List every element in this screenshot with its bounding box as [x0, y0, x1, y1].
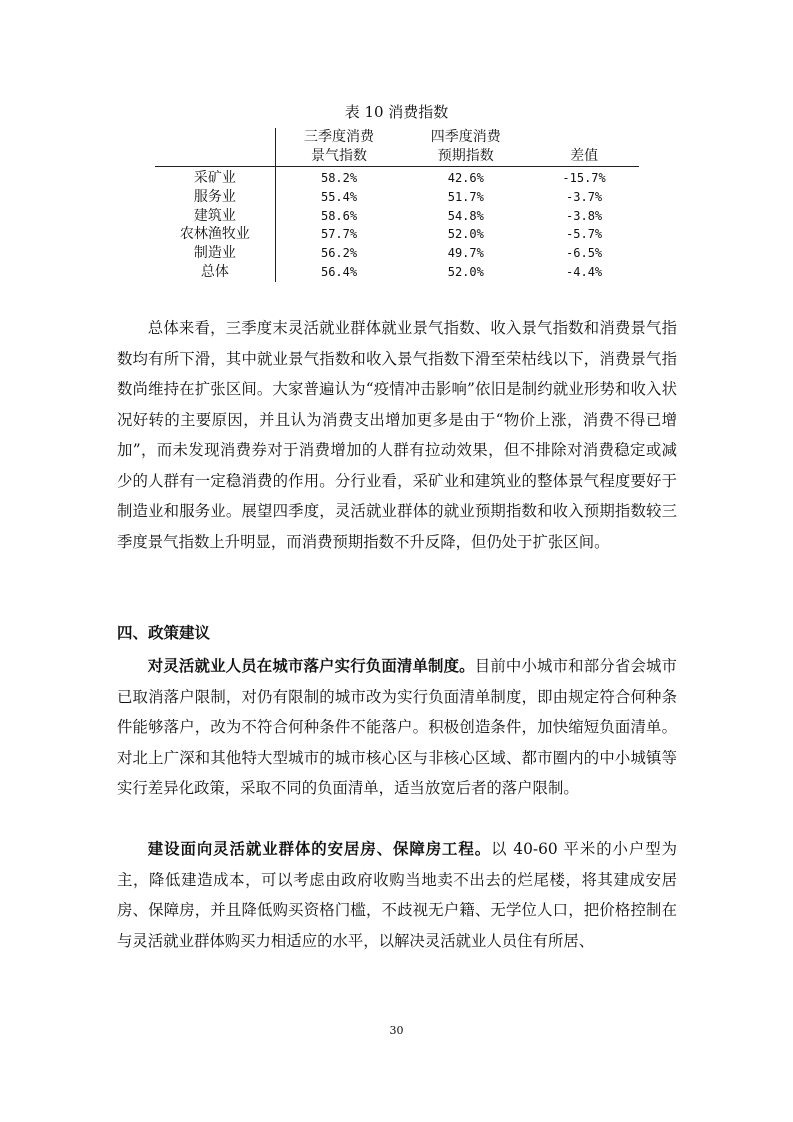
row-sector: 采矿业 [155, 167, 275, 188]
row-diff-value: -4.4% [566, 264, 603, 279]
table-caption: 表 10 消费指数 [344, 103, 449, 121]
table-row [155, 207, 639, 226]
header-sector [155, 128, 275, 167]
policy-paragraph-housing [117, 834, 677, 956]
header-q4-expectation-index [402, 128, 529, 167]
policy-lead-household-registration: 对灵活就业人员在城市落户实行负面清单制度。 [147, 657, 475, 675]
header-q4-line1: 四季度消费 [430, 129, 501, 145]
row-q3-value: 57.7% [320, 227, 358, 242]
header-q4-line2: 预期指数 [437, 148, 494, 164]
row-q4-value: 52.0% [447, 264, 484, 279]
row-q3-value: 58.2% [320, 171, 358, 185]
row-q3-value: 55.4% [320, 189, 358, 204]
table-row [155, 263, 639, 282]
row-q3-value: 56.2% [320, 246, 358, 261]
row-q3-value: 58.6% [320, 208, 358, 223]
row-sector: 制造业 [155, 244, 275, 263]
row-q4-value: 54.8% [447, 208, 484, 223]
row-q4-value: 42.6% [447, 171, 484, 185]
row-sector: 总体 [155, 263, 275, 282]
header-difference: 差值 [570, 148, 599, 164]
row-q4-value: 49.7% [447, 246, 484, 261]
header-q3-consumption-index [275, 128, 402, 167]
row-diff-value: -5.7% [566, 227, 603, 242]
policy-text-housing: 以 40-60 平米的小户型为主，降低建造成本，可以考虑由政府收购当地卖不出去的烂尾楼，将其建成安居房、保障房，并且降低购买资格门槛，不歧视无户籍、无学位人口，把价格控制在与灵活就业群体购买力相适应的水平，以解决灵活就业人员住有所居、 [117, 840, 677, 950]
table-row [155, 244, 639, 263]
page-number: 30 [389, 1024, 404, 1037]
row-diff-value: -6.5% [566, 246, 603, 261]
row-sector: 服务业 [155, 188, 275, 207]
summary-paragraph: 总体来看，三季度末灵活就业群体就业景气指数、收入景气指数和消费景气指数均有所下滑，其中就业景气指数和收入景气指数下滑至荣枯线以下，消费景气指数尚维持在扩张区间。大家普遍认为“疫情冲击影响”依旧是制约就业形势和收入状况好转的主要原因，并且认为消费支出增加更多是由于“物价上涨，消费不得已增加”，而未发现消费券对于消费增加的人群有拉动效果，但不排除对消费稳定或减少的人群有一定稳消费的作用。分行业看，采矿业和建筑业的整体景气程度要好于制造业和服务业。展望四季度，灵活就业群体的就业预期指数和收入预期指数较三季度景气指数上升明显，而消费预期指数不升反降，但仍处于扩张区间。 [117, 319, 677, 551]
row-sector: 建筑业 [155, 207, 275, 226]
header-q3-line1: 三季度消费 [304, 129, 375, 145]
header-q3-line2: 景气指数 [311, 148, 368, 164]
section-heading: 四、政策建议 [117, 623, 211, 642]
row-diff-value: -3.8% [566, 208, 603, 223]
table-row [155, 167, 639, 188]
policy-paragraph-household-registration [117, 651, 677, 804]
consumption-index-table [155, 128, 639, 282]
row-q3-value: 56.4% [320, 264, 358, 279]
table-row [155, 225, 639, 244]
row-q4-value: 52.0% [447, 227, 484, 242]
row-diff-value: -15.7% [562, 171, 606, 185]
row-diff-value: -3.7% [566, 189, 603, 204]
policy-lead-housing: 建设面向灵活就业群体的安居房、保障房工程。 [147, 840, 492, 858]
table-row [155, 188, 639, 207]
policy-text-household-registration: 目前中小城市和部分省会城市已取消落户限制，对仍有限制的城市改为实行负面清单制度，即由规定符合何种条件能够落户，改为不符合何种条件不能落户。积极创造条件，加快缩短负面清单。对北上广深和其他特大型城市的城市核心区与非核心区域、都市圈内的中小城镇等实行差异化政策，采取不同的负面清单，适当放宽后者的落户限制。 [117, 657, 677, 797]
table-header-row [155, 128, 639, 167]
row-q4-value: 51.7% [447, 189, 484, 204]
row-sector: 农林渔牧业 [155, 225, 275, 244]
